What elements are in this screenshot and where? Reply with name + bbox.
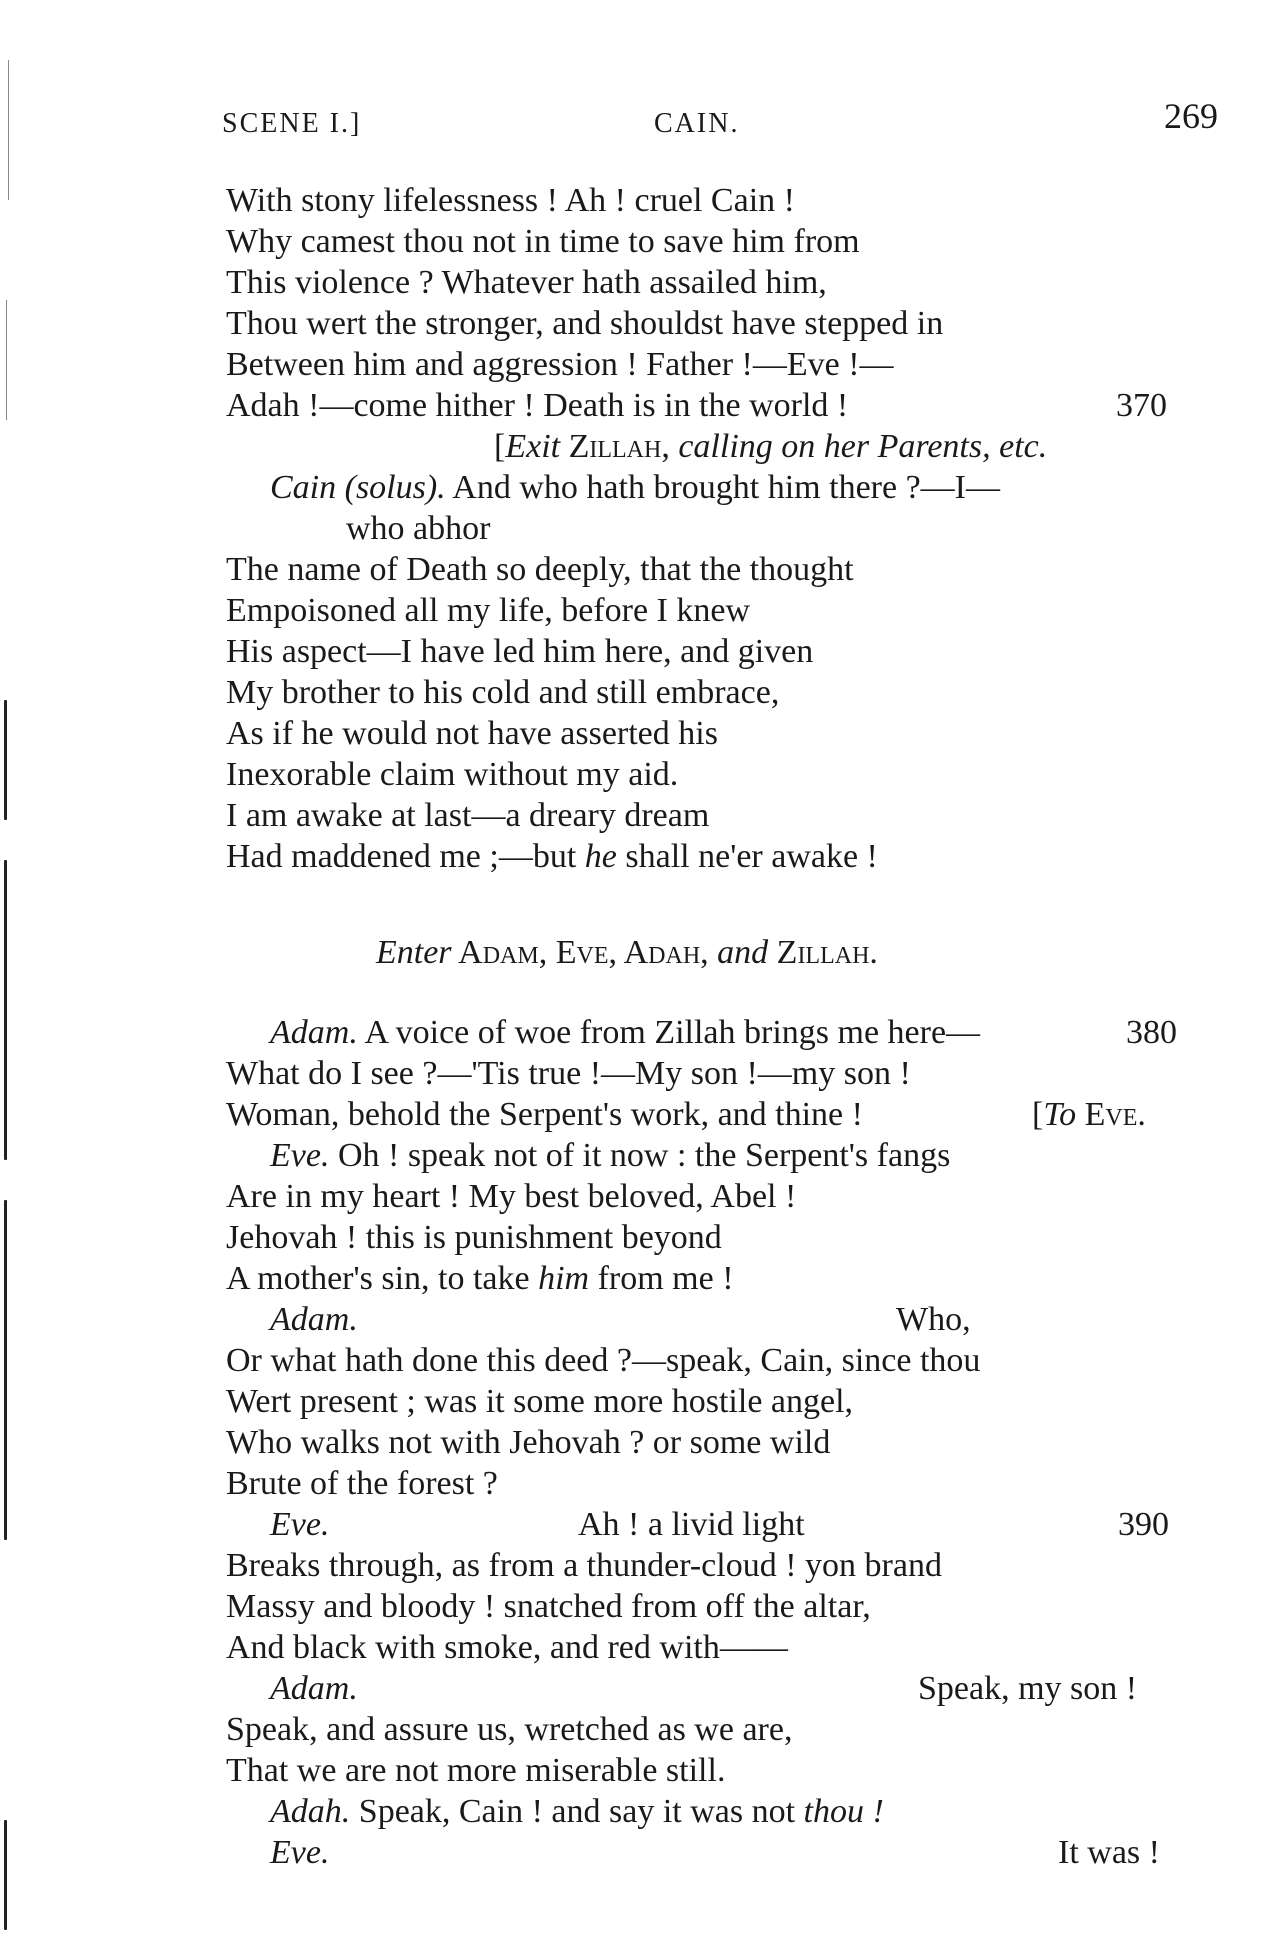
line-number: 390 xyxy=(1118,1506,1169,1543)
speech-line xyxy=(226,1504,1230,1545)
verse-line: Thou wert the stronger, and shouldst have stepped in xyxy=(226,305,944,342)
speaker-name: Adah. xyxy=(270,1793,351,1830)
verse-line: With stony lifelessness ! Ah ! cruel Cain ! xyxy=(226,182,795,219)
verse-line-continued: who abhor xyxy=(346,510,491,547)
line-number: 380 xyxy=(1126,1014,1177,1051)
speaker-name: Eve. xyxy=(270,1137,330,1174)
running-head-scene: SCENE I.] xyxy=(222,108,362,139)
stage-text: To xyxy=(1043,1096,1077,1133)
emphasis: him xyxy=(538,1260,590,1297)
verse-line: This violence ? Whatever hath assailed him, xyxy=(226,264,827,301)
verse-line: Brute of the forest ? xyxy=(226,1465,498,1502)
speaker-name: Adam. xyxy=(270,1670,358,1707)
verse-text: It was ! xyxy=(1058,1834,1160,1871)
speaker-name: Adam. xyxy=(270,1301,358,1338)
character-name: Eve. xyxy=(1076,1096,1146,1133)
verse-line: Jehovah ! this is punishment beyond xyxy=(226,1219,722,1256)
speaker-name: Eve. xyxy=(270,1834,330,1871)
verse-text: Woman, behold the Serpent's work, and thine ! xyxy=(226,1096,863,1133)
verse-text: from me ! xyxy=(589,1260,734,1297)
verse-line: I am awake at last—a dreary dream xyxy=(226,797,710,834)
verse-line xyxy=(226,1258,1186,1299)
verse-line: Are in my heart ! My best beloved, Abel ! xyxy=(226,1178,797,1215)
stage-direction-inline xyxy=(1032,1094,1146,1135)
stage-note: (solus). xyxy=(336,469,446,506)
verse-text: And who hath brought him there ?—I— xyxy=(445,469,1000,506)
stage-direction-enter xyxy=(226,932,1186,973)
stage-bracket: [ xyxy=(1032,1096,1044,1133)
verse-text: Adah !—come hither ! Death is in the world ! xyxy=(226,387,849,424)
verse-line: Empoisoned all my life, before I knew xyxy=(226,592,751,629)
page-gutter-scan-edge xyxy=(0,0,14,1954)
verse-line: Why camest thou not in time to save him from xyxy=(226,223,860,260)
stage-bracket: [ xyxy=(494,428,506,465)
stage-enter: Enter xyxy=(376,934,452,971)
emphasis: he xyxy=(584,838,617,875)
binding-mark xyxy=(4,1820,7,1930)
speaker-name: Adam. xyxy=(270,1014,358,1051)
verse-line: My brother to his cold and still embrace, xyxy=(226,674,780,711)
stage-text: calling on her Parents, etc. xyxy=(678,428,1048,465)
speaker-name: Cain xyxy=(270,469,337,506)
binding-mark xyxy=(4,1200,7,1540)
binding-mark xyxy=(4,700,7,820)
stage-text: and xyxy=(717,934,769,971)
verse-line xyxy=(226,1094,1186,1135)
running-head-title: CAIN. xyxy=(654,108,740,139)
verse-text: Speak, my son ! xyxy=(918,1670,1138,1707)
verse-line: Speak, and assure us, wretched as we are, xyxy=(226,1711,793,1748)
speech-line xyxy=(226,1012,1230,1053)
speaker-name: Eve. xyxy=(270,1506,330,1543)
verse-text: Oh ! speak not of it now : the Serpent's fangs xyxy=(329,1137,951,1174)
line-number: 370 xyxy=(1116,387,1167,424)
verse-line: The name of Death so deeply, that the thought xyxy=(226,551,854,588)
binding-mark xyxy=(4,860,7,1160)
verse-line: That we are not more miserable still. xyxy=(226,1752,726,1789)
verse-text: A mother's sin, to take xyxy=(226,1260,539,1297)
verse-text: A voice of woe from Zillah brings me here— xyxy=(357,1014,981,1051)
page-number: 269 xyxy=(1164,96,1218,136)
verse-line xyxy=(226,385,1186,426)
speech-line xyxy=(226,1832,1230,1873)
stage-direction xyxy=(226,426,1186,467)
speech-line xyxy=(226,1299,1230,1340)
character-name: Zillah. xyxy=(768,934,878,971)
speech-line xyxy=(226,467,1230,508)
verse-line: Breaks through, as from a thunder-cloud ! yon brand xyxy=(226,1547,942,1584)
scan-speck xyxy=(6,300,7,420)
verse-line: Inexorable claim without my aid. xyxy=(226,756,679,793)
scan-speck xyxy=(8,60,9,200)
verse-line: Or what hath done this deed ?—speak, Cain, since thou xyxy=(226,1342,981,1379)
verse-line: As if he would not have asserted his xyxy=(226,715,718,752)
verse-text: Who, xyxy=(896,1301,971,1338)
verse-line: Wert present ; was it some more hostile angel, xyxy=(226,1383,854,1420)
stage-exit: Exit xyxy=(505,428,561,465)
verse-text: Ah ! a livid light xyxy=(578,1506,805,1543)
speech-line xyxy=(226,1791,1230,1832)
speech-line xyxy=(226,1135,1230,1176)
character-names: Adam, Eve, Adah, xyxy=(451,934,718,971)
verse-line: Who walks not with Jehovah ? or some wild xyxy=(226,1424,831,1461)
verse-text: shall ne'er awake ! xyxy=(616,838,878,875)
emphasis: thou ! xyxy=(803,1793,884,1830)
verse-line: What do I see ?—'Tis true !—My son !—my son ! xyxy=(226,1055,911,1092)
verse-line: And black with smoke, and red with—— xyxy=(226,1629,788,1666)
verse-line: Between him and aggression ! Father !—Eve !— xyxy=(226,346,894,383)
verse-text: Had maddened me ;—but xyxy=(226,838,585,875)
character-name: Zillah, xyxy=(560,428,679,465)
speech-line xyxy=(226,1668,1230,1709)
verse-text: Speak, Cain ! and say it was not xyxy=(350,1793,804,1830)
verse-line: Massy and bloody ! snatched from off the altar, xyxy=(226,1588,871,1625)
verse-line xyxy=(226,836,1186,877)
verse-line: His aspect—I have led him here, and given xyxy=(226,633,814,670)
